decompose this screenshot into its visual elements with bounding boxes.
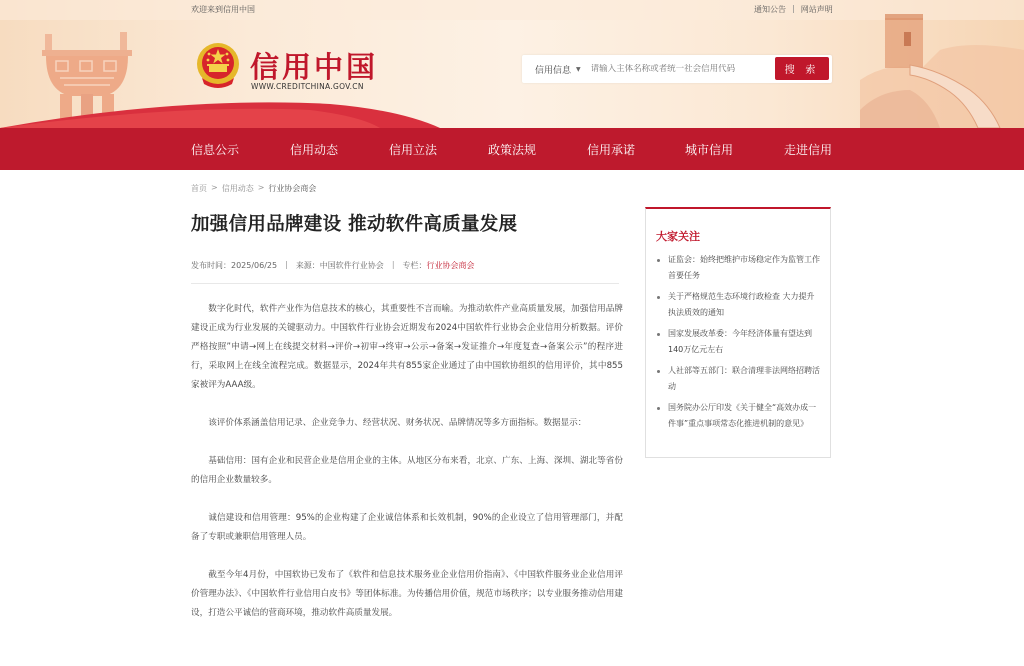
popular-sidebar (645, 207, 831, 458)
site-logo-title[interactable]: 信用中国 (250, 50, 379, 84)
article-source: 来源：中国软件行业协会 (295, 261, 384, 270)
search-type-label: 信用信息 (535, 65, 572, 76)
red-ribbon-decoration (0, 98, 1024, 128)
popular-item[interactable]: 关于严格规范生态环境行政检查 大力提升执法质效的通知 (656, 289, 821, 320)
main-nav (0, 128, 1024, 170)
meta-separator: | (285, 260, 288, 269)
nav-item-about-credit[interactable]: 走进信用 (784, 143, 833, 157)
popular-item[interactable]: 国务院办公厅印发《关于健全“高效办成一件事”重点事项常态化推进机制的意见》 (656, 400, 821, 431)
sidebar-title: 大家关注 (656, 230, 700, 243)
search-type-dropdown[interactable] (535, 63, 581, 76)
national-emblem-icon (196, 42, 240, 90)
breadcrumb-separator: > (211, 183, 218, 192)
site-header (0, 0, 1024, 128)
top-links (754, 4, 833, 15)
article-title: 加强信用品牌建设 推动软件高质量发展 (191, 214, 518, 235)
site-logo-url: WWW.CREDITCHINA.GOV.CN (251, 82, 364, 91)
nav-item-credit-legislation[interactable]: 信用立法 (389, 143, 438, 157)
article-paragraph: 该评价体系涵盖信用记录、企业竞争力、经营状况、财务状况、品牌情况等多方面指标。数据显示： (208, 418, 587, 428)
article-paragraph: 截至今年4月份，中国软协已发布了《软件和信息技术服务业企业信用价指南》、《中国软件服务业企业信用评价管理办法》、《中国软件行业信用白皮书》等团体标准。为传播信用价值，规范市场秩序；以专业服务推动信用建设，打造公平诚信的营商环境，推动软件高质量发展。 (191, 570, 623, 618)
breadcrumb-credit-news[interactable]: 信用动态 (221, 184, 254, 193)
article-meta (191, 260, 475, 271)
top-links-separator: | (792, 4, 795, 13)
search-input[interactable] (591, 64, 766, 74)
nav-item-policies[interactable]: 政策法规 (488, 143, 537, 157)
popular-item[interactable]: 证监会：始终把维护市场稳定作为监管工作首要任务 (656, 252, 821, 283)
article-paragraph: 诚信建设和信用管理：95%的企业构建了企业诚信体系和长效机制，90%的企业设立了信用管理部门，并配备了专职或兼职信用管理人员。 (191, 513, 623, 542)
welcome-text: 欢迎来到信用中国 (191, 5, 255, 14)
article-body (191, 300, 623, 642)
meta-separator: | (391, 260, 395, 269)
search-bar (522, 55, 832, 83)
popular-item[interactable]: 国家发展改革委：今年经济体量有望达到140万亿元左右 (656, 326, 821, 357)
notice-link[interactable]: 通知公告 (754, 5, 786, 14)
breadcrumb-separator: > (257, 183, 265, 192)
article-paragraph: 数字化时代，软件产业作为信息技术的核心，其重要性不言而喻。为推动软件产业高质量发展，加强信用品牌建设正成为行业发展的关键驱动力。中国软件行业协会近期发布2024中国软件行业协会企业信用分析数据。评价严格按照”申请→网上在线提交材料→评价→初审→终审→公示→备案→发证推介→年度复查→备案公示”的程序进行，采取网上在线全流程完成。数据显示，2024年共有855家企业通过了由中国软协组织的信用评价，其中855家被评为AAA级。 (191, 304, 623, 390)
statement-link[interactable]: 网站声明 (800, 5, 833, 14)
article-paragraph: 基础信用：国有企业和民营企业是信用企业的主体。从地区分布来看，北京、广东、上海、深圳、湖北等省份的信用企业数量较多。 (191, 456, 623, 485)
nav-item-credit-news[interactable]: 信用动态 (290, 143, 339, 157)
search-button[interactable]: 搜 索 (775, 57, 829, 80)
breadcrumb-home[interactable]: 首页 (191, 184, 207, 193)
popular-list (656, 252, 821, 437)
nav-item-info-disclosure[interactable]: 信息公示 (191, 143, 240, 157)
popular-item[interactable]: 人社部等五部门：联合清理非法网络招聘活动 (656, 363, 821, 394)
nav-item-credit-commitment[interactable]: 信用承诺 (587, 143, 636, 157)
column-link[interactable]: 行业协会商会 (426, 261, 475, 270)
column-label: 专栏： (402, 261, 427, 270)
nav-item-city-credit[interactable]: 城市信用 (685, 143, 734, 157)
column-info (403, 260, 475, 271)
publish-date: 发布时间：2025/06/25 (191, 261, 278, 270)
breadcrumb (191, 183, 316, 194)
breadcrumb-current[interactable]: 行业协会商会 (268, 184, 317, 193)
chevron-down-icon: ▼ (576, 65, 581, 73)
meta-divider (191, 283, 619, 284)
